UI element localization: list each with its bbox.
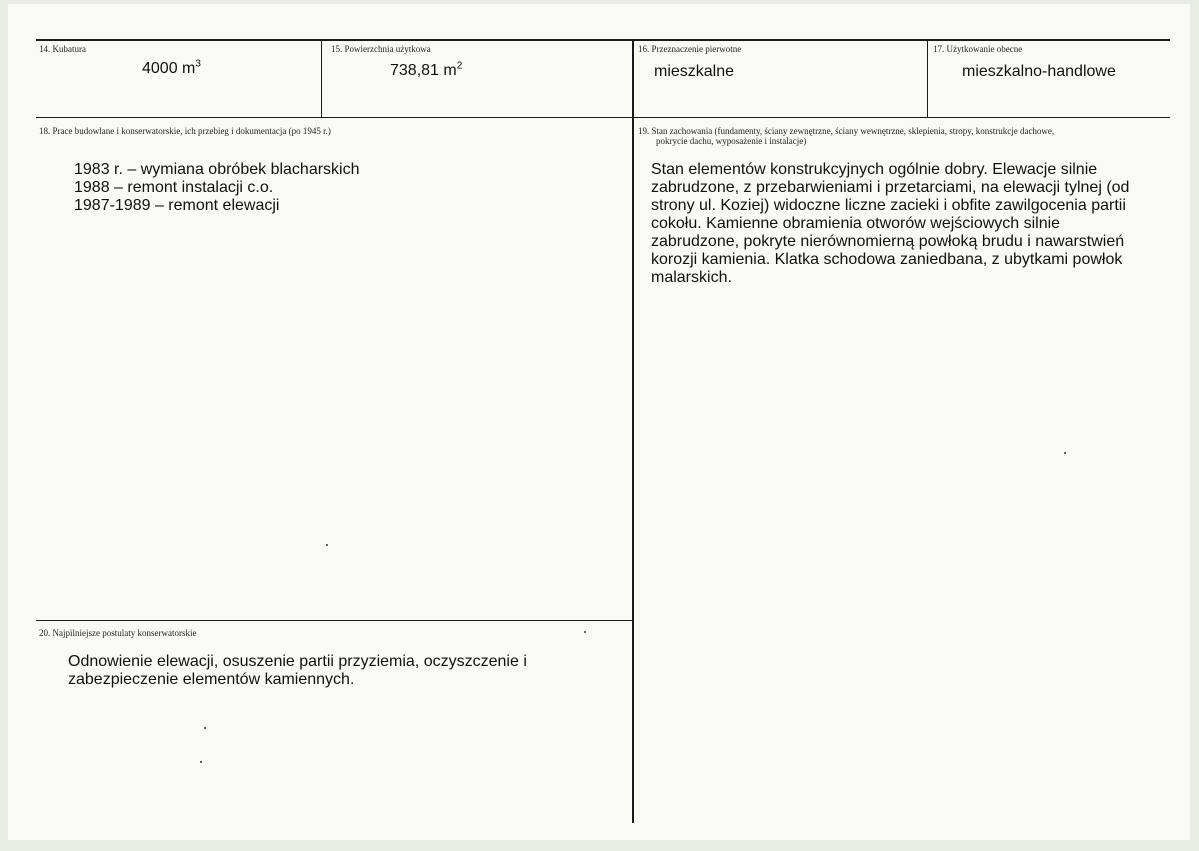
stan-label-line1: 19. Stan zachowania (fundamenty, ściany zewnętrzne, ściany wewnętrzne, sklepienia, stropy, konstrukcje dachowe,: [638, 126, 1055, 136]
prace-list: [74, 161, 360, 215]
powierzchnia-value: 738,81 $m^2$: [390, 60, 463, 79]
list-item: 1983 r. – wymiana obróbek blacharskich: [74, 161, 360, 178]
row1-bottom-line: [36, 117, 1170, 118]
list-item: 1988 – remont instalacji c.o.: [74, 179, 274, 196]
uzytkowanie-value: mieszkalno-handlowe: [962, 63, 1116, 80]
stan-text: Stan elementów konstrukcyjnych ogólnie dobry. Elewacje silnie zabrudzone, z przebarwieniami i przetarciami, na elewacji tylnej (od strony ul. Koziej) widoczne liczne zacieki i obfite zawilgocenia partii cokołu. Kamienne obramienia otworów wejściowych silnie zabrudzone, pokryte nierównomierną powłoką brudu i nawarstwień korozji kamienia. Klatka schodowa zaniedbana, z ubytkami powłok malarskich.: [651, 161, 1130, 286]
postulaty-text: Odnowienie elewacji, osuszenie partii przyziemia, oczyszczenie i zabezpieczenie elementów kamiennych.: [68, 653, 527, 688]
postulaty-label: 20. Najpilniejsze postulaty konserwatorskie: [39, 628, 197, 638]
uzytkowanie-label: 17. Użytkowanie obecne: [933, 44, 1023, 54]
prace-label: 18. Prace budowlane i konserwatorskie, ich przebieg i dokumentacja (po 1945 r.): [39, 126, 331, 136]
scan-speck: [584, 631, 586, 633]
powierzchnia-label: 15. Powierzchnia użytkowa: [331, 44, 431, 54]
list-item: 1987-1989 – remont elewacji: [74, 197, 280, 214]
section18-bottom-line: [36, 620, 632, 621]
przeznaczenie-label: 16. Przeznaczenie pierwotne: [638, 44, 742, 54]
przeznaczenie-value: mieszkalne: [654, 63, 735, 80]
divider-center: [632, 39, 634, 823]
kubatura-label: 14. Kubatura: [39, 44, 86, 54]
scan-speck: [1064, 452, 1066, 454]
scan-speck: [326, 544, 328, 546]
scan-speck: [204, 727, 206, 729]
divider-col1: [321, 39, 322, 117]
stan-label-line2: pokrycie dachu, wyposażenie i instalacje): [656, 136, 807, 146]
divider-col3: [927, 39, 928, 117]
kubatura-value: 4000 $m^3$: [142, 58, 201, 77]
top-border-line: [36, 39, 1170, 41]
scan-speck: [200, 761, 202, 763]
